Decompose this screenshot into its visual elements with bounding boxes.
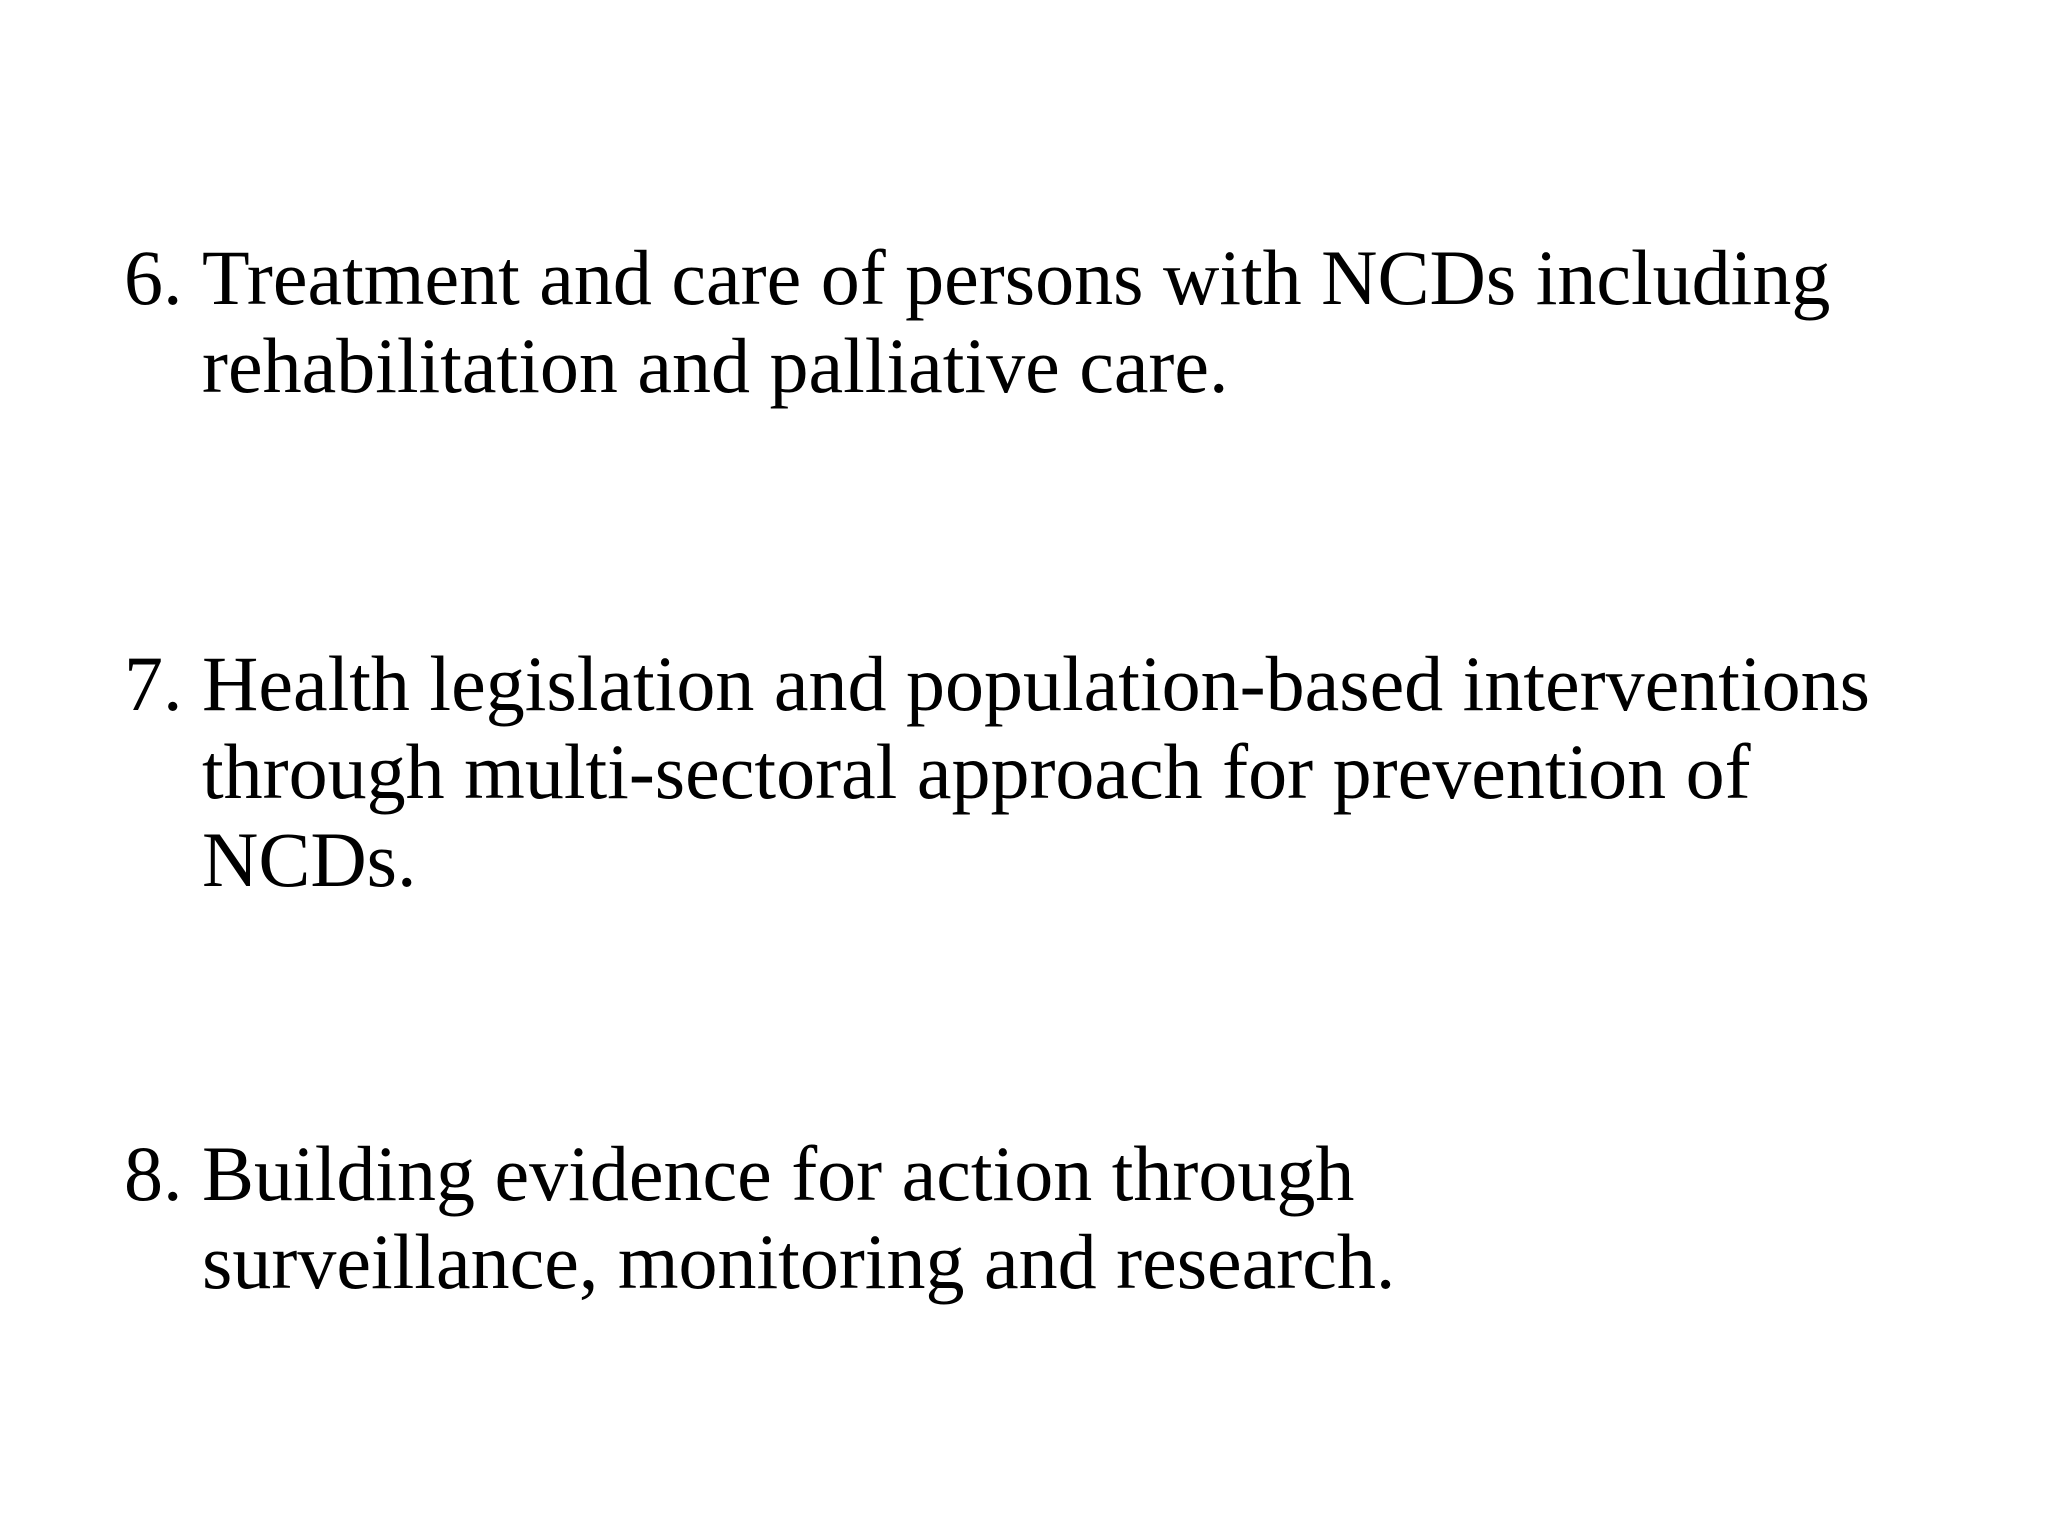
list-item (124, 1130, 2004, 1306)
list-item-text: Treatment and care of persons with NCDs including rehabilitation and palliative care. (202, 234, 1831, 409)
list-item-number: 6. (124, 234, 183, 321)
list-item (124, 640, 2004, 904)
list-item-text: Health legislation and population-based interventions through multi-sectoral approach for prevention of NCDs. (202, 640, 1870, 903)
list-item-number: 8. (124, 1130, 183, 1217)
list-item-number: 7. (124, 640, 183, 727)
list-item (124, 234, 2004, 410)
list-item-text: Building evidence for action through surveillance, monitoring and research. (202, 1130, 1396, 1305)
